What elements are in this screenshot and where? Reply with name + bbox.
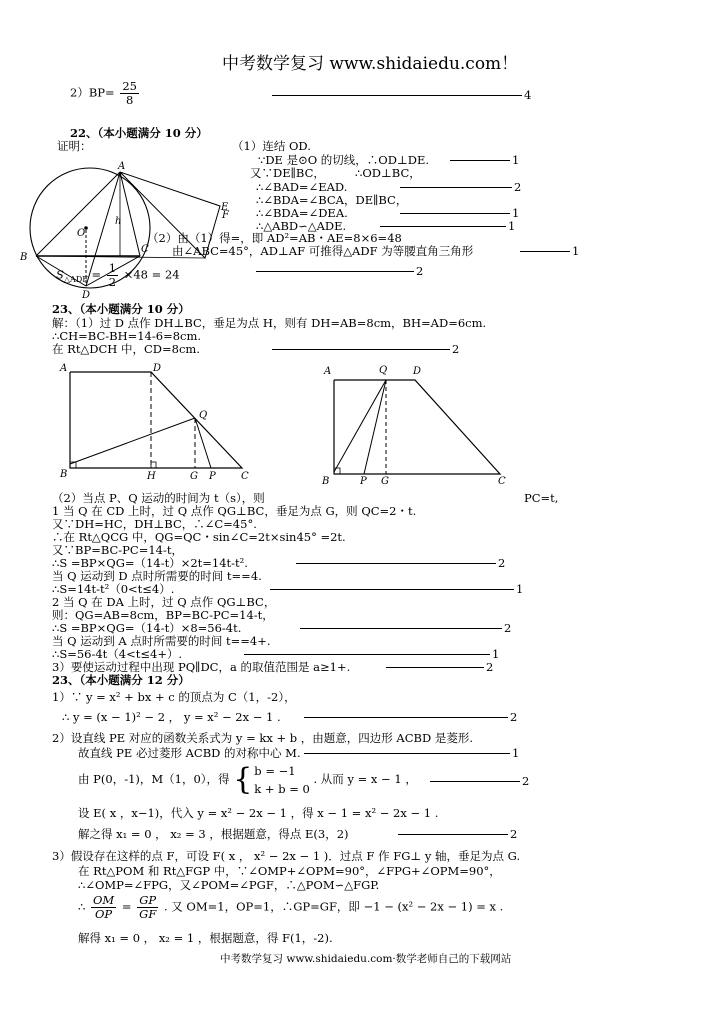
q24-c-line-1: 3）假设存在这样的点 F，可设 F( x ， x² − 2x − 1 )．过点 F 作 FG⊥ y 轴，垂足为点 G. (52, 849, 521, 863)
area-subscript: △ADF (63, 274, 88, 284)
fig1-label-d: D (153, 363, 162, 374)
q21-bp-denominator: 8 (125, 93, 134, 107)
q23-case2-line-4: 当 Q 运动到 A 点时所需要的时间 t==4+. (52, 634, 271, 648)
fig-label-a: A (118, 161, 126, 172)
score-mark: 2 (452, 342, 460, 356)
equation-2: k + b = 0 (254, 782, 310, 796)
q23-case1-line-2: 又∵DH=HC，DH⊥BC，∴∠C=45°. (52, 517, 257, 531)
page-footer: 中考数学复习 www.shidaiedu.com·数学老师自己的下载网站 (220, 953, 512, 965)
q23-part2-intro: （2）当点 P、Q 运动的时间为 t（s），则 (52, 491, 265, 505)
line-ac (120, 172, 140, 256)
q23-case1-line-7: ∴S=14t-t²（0<t≤4）. (52, 582, 175, 596)
fig2-label-b: B (322, 476, 330, 486)
fraction-gp-gf (137, 894, 158, 921)
q24-b-line-1: 2）设直线 PE 对应的函数关系式为 y = kx + b ，由题意，四边形 ACBD 是菱形. (52, 731, 474, 745)
area-rest: ×48 = 24 (123, 267, 180, 282)
q22-line-1: （1）连结 OD. (232, 139, 311, 153)
q23-pc: PC=t, (524, 491, 559, 505)
fig-label-d: D (82, 290, 91, 300)
q24-b-line-3 (78, 762, 417, 798)
score-rule (270, 589, 514, 590)
q22-area-line (56, 262, 180, 289)
fig2-label-g: G (381, 476, 389, 486)
score-mark: 2 (522, 774, 530, 788)
q24-b-line-4: 设 E( x ，x−1)，代入 y = x² − 2x − 1 ，得 x − 1 = x² − 2x − 1 . (78, 806, 439, 820)
score-rule (244, 654, 490, 655)
system-brace: { (233, 762, 253, 797)
fig-label-o: O (77, 228, 86, 239)
q24-heading: 23、（本小题满分 12 分） (52, 673, 190, 687)
therefore-sign: ∴ (78, 899, 86, 914)
fig1-label-c: C (241, 471, 249, 482)
q23-case1-line-6: 当 Q 运动到 D 点时所需要的时间 t==4. (52, 569, 262, 583)
score-rule (304, 717, 508, 718)
q22-line-8: （2）由（1）得=，即 AD²=AB・AE=8×6=48 (147, 231, 402, 245)
q23-case2-line-5: ∴S=56-4t（4<t≤4+）. (52, 647, 183, 661)
q22-line-2: ∵DE 是⊙O 的切线，∴OD⊥DE. (258, 153, 430, 167)
score-mark: 1 (572, 244, 580, 258)
fig-label-f: F (222, 210, 229, 221)
q21-bp-label: 2）BP= (70, 85, 115, 100)
fig1-label-h: H (147, 471, 156, 482)
q24-a-line-2: ∴ y = (x − 1)² − 2 ， y = x² − 2x − 1 . (62, 710, 281, 724)
score-mark: 2 (510, 710, 518, 724)
numerator-om: OM (92, 893, 115, 907)
line-bq-2 (334, 380, 386, 472)
area-s: S (56, 267, 64, 282)
equation-1: b = −1 (254, 764, 296, 778)
q22-line-3b: ∴OD⊥BC， (355, 166, 421, 180)
score-rule (296, 563, 496, 564)
q23-heading: 23、（本小题满分 10 分） (52, 302, 190, 316)
q23-case1-line-4: 又∵BP=BC-PC=14-t， (52, 543, 183, 557)
area-fraction (107, 262, 118, 289)
q21-bp-numerator: 25 (122, 79, 137, 93)
score-mark: 2 (416, 264, 424, 278)
score-rule (272, 95, 522, 96)
q23-part3: 3）要使运动过程中出现 PQ∥DC，a 的取值范围是 a≥1+. (52, 660, 351, 674)
score-rule (300, 628, 502, 629)
q24-c-line-2: 在 Rt△POM 和 Rt△FGP 中，∵∠OMP+∠OPM=90°，∠FPG+∠OPM=90°， (78, 864, 501, 878)
fig2-label-q: Q (379, 365, 388, 376)
score-rule (450, 160, 510, 161)
right-angle-h (151, 462, 156, 468)
denominator-op: OP (95, 907, 113, 921)
score-mark: 2 (504, 621, 512, 635)
score-mark: 1 (512, 153, 520, 167)
score-mark: 1 (516, 582, 524, 596)
q23-case2-line-3: ∴S =BP×QG=（14-t）×8=56-4t. (52, 621, 242, 635)
fig1-label-p: P (209, 471, 216, 482)
area-numerator: 1 (108, 261, 117, 275)
line-bq (70, 418, 195, 464)
q24-c-line-3: ∴∠OMP=∠FPG，又∠POM=∠PGF，∴△POM∽△FGP. (78, 878, 380, 892)
q23-case1-line-3: ∴在 Rt△QCG 中，QG=QC・sin∠C=2t×sin45° =2t. (52, 530, 346, 544)
q24-b-line-3-result: . 从而 y = x − 1 ， (313, 772, 417, 786)
q24-c-line-5: 解得 x₁ = 0 ， x₂ = 1 ，根据题意，得 F(1，-2). (78, 931, 333, 945)
fraction-om-op (91, 894, 116, 921)
q23-line-3: 在 Rt△DCH 中，CD=8cm. (52, 342, 200, 356)
q22-line-3: 又∵DE∥BC， (250, 166, 325, 180)
fig2-label-a: A (324, 366, 332, 377)
fig-label-h: h (115, 216, 122, 227)
q24-c-line-4-rest: . 又 OM=1，OP=1，∴GP=GF，即 −1 − (x² − 2x − 1) = x . (163, 899, 504, 914)
q23-case1-line-5: ∴S =BP×QG=（14-t）×2t=14t-t². (52, 556, 248, 570)
line-a-e-f (120, 172, 220, 258)
line-pq (195, 418, 211, 468)
score-mark: 1 (512, 206, 520, 220)
score-mark: 1 (508, 219, 516, 233)
score-rule (304, 753, 510, 754)
score-rule (398, 834, 508, 835)
q24-c-line-4 (78, 894, 503, 921)
q23-case2-line-1: 2 当 Q 在 DA 上时，过 Q 点作 QG⊥BC， (52, 595, 276, 609)
q21-bp-fraction (120, 80, 139, 107)
fig1-label-g: G (190, 471, 198, 482)
score-mark: 1 (492, 647, 500, 661)
fraction-equals: = (121, 899, 132, 914)
score-mark: 2 (510, 827, 518, 841)
fig2-label-c: C (498, 476, 506, 486)
numerator-gp: GP (137, 894, 158, 908)
q24-b-line-5: 解之得 x₁ = 0 ， x₂ = 3 ，根据题意，得点 E(3，2) (78, 827, 349, 841)
fig-label-b: B (20, 252, 28, 263)
score-mark: 2 (486, 660, 494, 674)
area-denominator: 2 (108, 275, 117, 289)
score-rule (430, 781, 520, 782)
q22-heading: 22、（本小题满分 10 分） (70, 126, 208, 140)
q22-line-5: ∴∠BDA=∠BCA，DE∥BC， (256, 193, 408, 207)
score-mark: 2 (514, 180, 522, 194)
q22-line-9: 由∠ABC=45°，AD⊥AF 可推得△ADF 为等腰直角三角形 (172, 244, 474, 258)
score-rule (272, 349, 450, 350)
fig-label-e: E (221, 202, 229, 213)
q23-trapezoid-figure-1 (56, 358, 266, 484)
fig1-label-a: A (60, 363, 68, 374)
q23-case2-line-2: 则：QG=AB=8cm，BP=BC-PC=14-t， (52, 608, 274, 622)
q24-a-line-1: 1）∵ y = x² + bx + c 的顶点为 C（1，-2）， (52, 690, 296, 704)
q23-trapezoid-figure-2 (320, 360, 510, 486)
fig2-label-p: P (360, 476, 367, 486)
score-rule (520, 251, 570, 252)
score-mark: 2 (498, 556, 506, 570)
fig1-label-q: Q (199, 410, 208, 421)
q24-b-line-2: 故直线 PE 必过菱形 ACBD 的对称中心 M. (78, 746, 301, 760)
score-rule (400, 187, 512, 188)
fig2-label-d: D (413, 366, 422, 377)
denominator-gf: GF (139, 907, 157, 921)
score-mark: 1 (512, 746, 520, 760)
score-rule (380, 226, 506, 227)
q22-line-6: ∴∠BDA=∠DEA. (256, 206, 348, 220)
q22-line-4: ∴∠BAD=∠EAD. (256, 180, 348, 194)
q23-line-1: 解：（1）过 D 点作 DH⊥BC，垂足为点 H，则有 DH=AB=8cm，BH=AD=6cm. (52, 316, 487, 330)
q22-proof-label: 证明： (57, 139, 92, 153)
line-pq-2 (364, 380, 386, 474)
fig-label-c: C (141, 244, 149, 255)
score-mark: 4 (524, 88, 532, 102)
trapezoid-abcd (70, 372, 242, 468)
equation-system (254, 762, 310, 798)
q24-b-line-3-text: 由 P(0，-1)，M（1，0），得 (78, 772, 230, 786)
q21-bp-line (70, 80, 141, 107)
score-rule (386, 667, 484, 668)
q23-line-2: ∴CH=BC-BH=14-6=8cm. (52, 329, 202, 343)
q23-case1-line-1: 1 当 Q 在 CD 上时，过 Q 点作 QG⊥BC，垂足为点 G，则 QC=2・t. (52, 504, 417, 518)
page-header: 中考数学复习 www.shidaiedu.com！ (222, 54, 519, 74)
score-rule (400, 213, 510, 214)
q22-line-7: ∴△ABD∽△ADE. (256, 219, 347, 233)
area-equals: = (91, 267, 102, 282)
score-rule (256, 271, 414, 272)
fig1-label-b: B (60, 469, 68, 480)
